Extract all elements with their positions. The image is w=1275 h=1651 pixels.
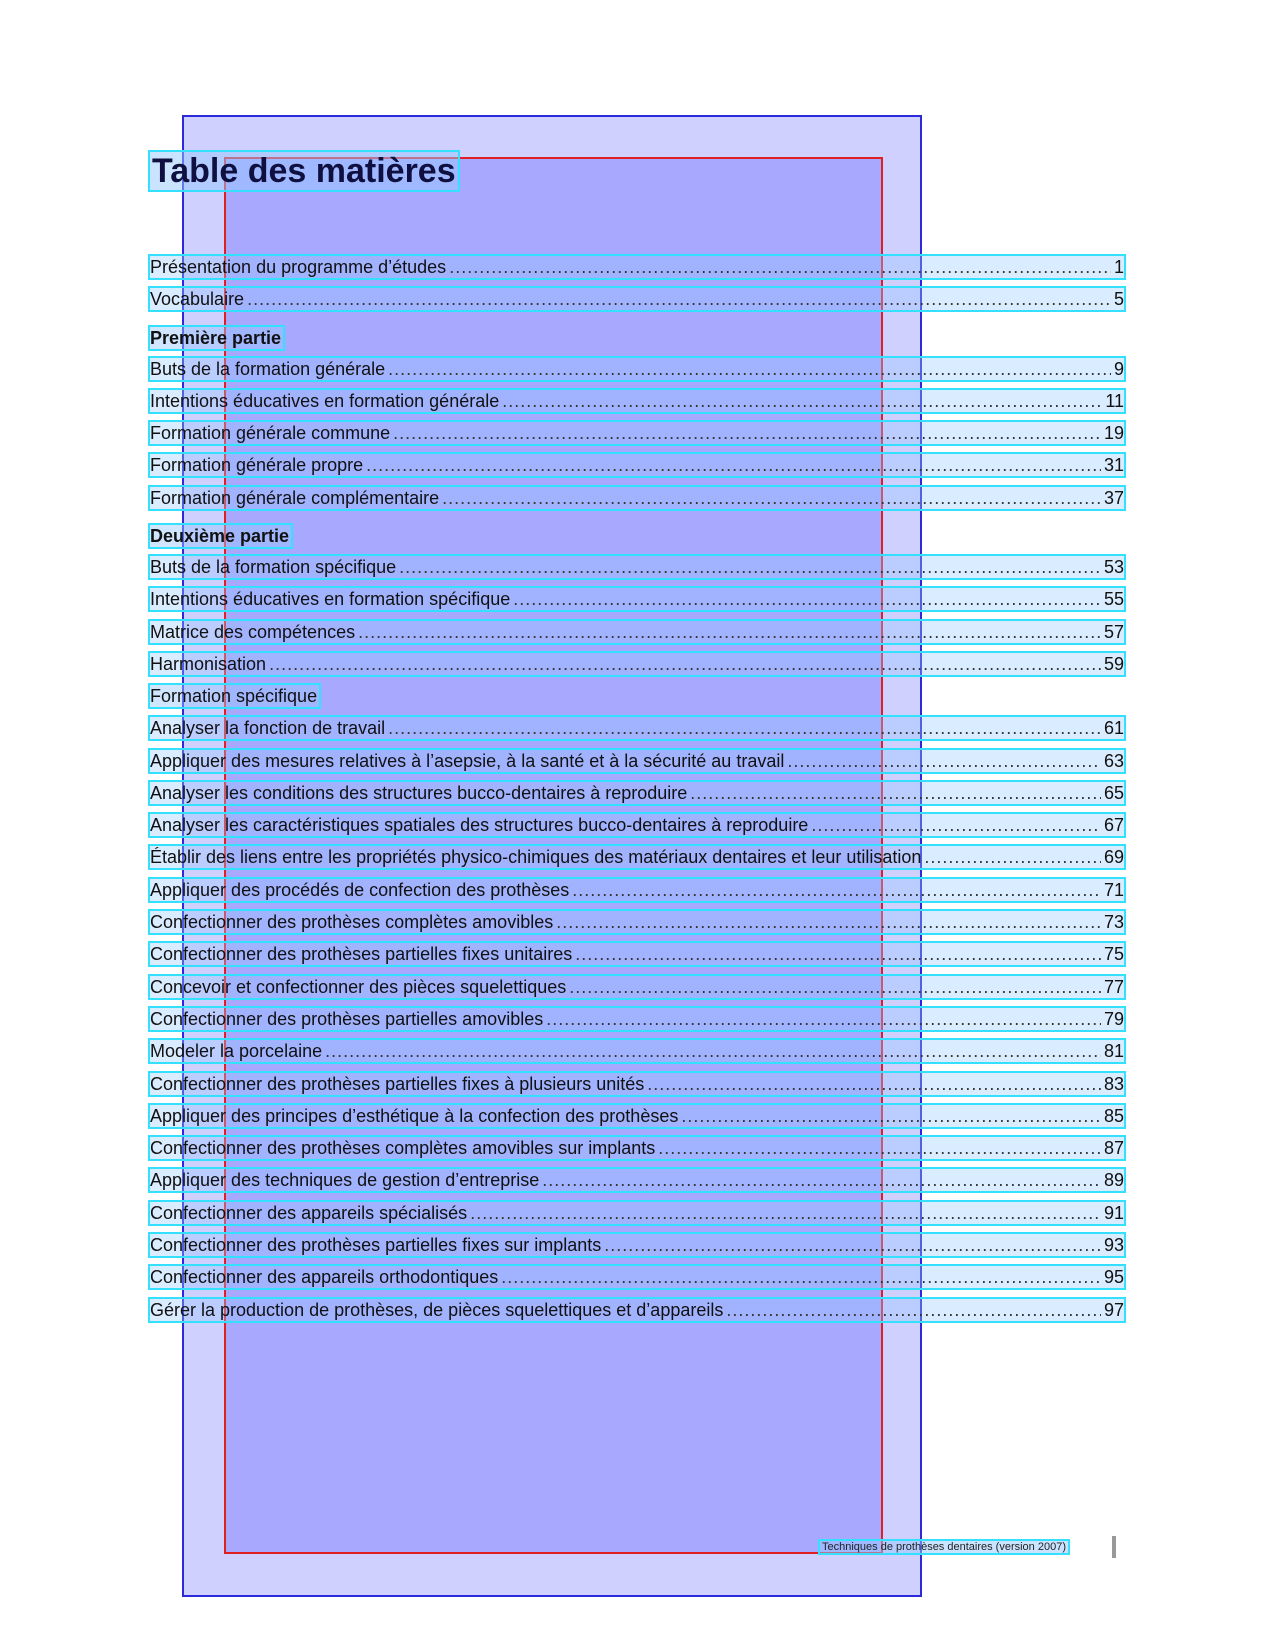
part1-heading: Première partie [150, 327, 282, 348]
toc-entry-page-number: 53 [1103, 557, 1124, 578]
toc-entry[interactable] [150, 879, 1124, 901]
toc-entry[interactable] [150, 1137, 1124, 1159]
toc-entry-page-number: 61 [1103, 718, 1124, 739]
toc-entry-page-number: 75 [1103, 944, 1124, 965]
toc-entry[interactable] [150, 846, 1124, 868]
toc-entry-page-number: 93 [1103, 1235, 1124, 1256]
toc-entry[interactable] [150, 1008, 1124, 1030]
toc-entry-label: Établir des liens entre les propriétés physico-chimiques des matériaux dentaires et leur utilisation [150, 847, 922, 868]
toc-entry-page-number: 89 [1103, 1170, 1124, 1191]
toc-dot-leader [388, 717, 1101, 739]
toc-entry-label: Confectionner des appareils orthodontiques [150, 1267, 499, 1288]
toc-entry[interactable] [150, 911, 1124, 933]
toc-entry[interactable] [150, 390, 1124, 412]
toc-entry-label: Présentation du programme d’études [150, 257, 447, 277]
toc-entry-label: Vocabulaire [150, 289, 245, 310]
toc-dot-leader [393, 422, 1101, 444]
toc-entry-page-number: 59 [1103, 653, 1124, 674]
toc-entry-page-number: 69 [1103, 847, 1124, 868]
toc-dot-leader [247, 288, 1111, 310]
table-of-contents [150, 256, 1124, 1331]
toc-entry[interactable] [150, 1299, 1124, 1321]
toc-entry[interactable] [150, 358, 1124, 380]
toc-entry-label: Confectionner des prothèses complètes amovibles [150, 912, 554, 933]
toc-entry-page-number: 55 [1103, 589, 1124, 610]
toc-entry-label: Confectionner des prothèses partielles fixes unitaires [150, 944, 573, 965]
toc-dot-leader [569, 976, 1101, 998]
toc-dot-leader [572, 879, 1101, 901]
toc-entry-label: Appliquer des mesures relatives à l’asepsie, à la santé et à la sécurité au travail [150, 750, 785, 771]
toc-entry[interactable] [150, 653, 1124, 675]
toc-entry-page-number: 97 [1103, 1299, 1124, 1320]
toc-dot-leader [513, 588, 1101, 610]
footer-divider-bar [1112, 1536, 1116, 1558]
toc-entry-label: Analyser les conditions des structures bucco-dentaires à reproduire [150, 782, 688, 803]
toc-entry-page-number: 5 [1113, 289, 1124, 310]
toc-entry-label: Buts de la formation générale [150, 358, 386, 379]
toc-entry-page-number: 11 [1105, 390, 1124, 411]
toc-entry-label: Harmonisation [150, 653, 267, 674]
toc-entry[interactable] [150, 256, 1124, 278]
toc-dot-leader [449, 256, 1111, 278]
toc-entry-label: Confectionner des appareils spécialisés [150, 1202, 468, 1223]
toc-dot-leader [924, 846, 1101, 868]
part2-heading: Deuxième partie [150, 526, 290, 547]
toc-entry[interactable] [150, 1202, 1124, 1224]
toc-entry-page-number: 85 [1103, 1105, 1124, 1126]
toc-entry-label: Formation générale propre [150, 455, 364, 476]
toc-dot-leader [726, 1299, 1101, 1321]
toc-dot-leader [542, 1169, 1101, 1191]
toc-entry-label: Confectionner des prothèses partielles amovibles [150, 1008, 544, 1029]
toc-dot-leader [647, 1073, 1101, 1095]
toc-entry-page-number: 37 [1103, 487, 1124, 508]
toc-entry-label: Modeler la porcelaine [150, 1041, 323, 1062]
toc-entry-page-number: 83 [1103, 1073, 1124, 1094]
toc-entry-page-number: 31 [1103, 455, 1124, 476]
toc-entry[interactable] [150, 1105, 1124, 1127]
toc-entry[interactable] [150, 556, 1124, 578]
page-footer: Techniques de prothèses dentaires (version 2007) [822, 1541, 1066, 1553]
toc-entry-page-number: 19 [1103, 423, 1124, 444]
toc-dot-leader [681, 1105, 1101, 1127]
toc-dot-leader [388, 358, 1111, 380]
toc-entry-label: Intentions éducatives en formation générale [150, 390, 500, 411]
toc-dot-leader [546, 1008, 1101, 1030]
toc-entry-label: Concevoir et confectionner des pièces squelettiques [150, 976, 567, 997]
toc-entry-page-number: 79 [1103, 1008, 1124, 1029]
toc-entry[interactable] [150, 621, 1124, 643]
toc-entry-page-number: 65 [1103, 782, 1124, 803]
toc-entry-label: Appliquer des principes d’esthétique à la confection des prothèses [150, 1105, 679, 1126]
toc-entry-label: Analyser les caractéristiques spatiales des structures bucco-dentaires à reproduire [150, 815, 809, 836]
toc-part2-list [150, 556, 1124, 675]
toc-entry-label: Gérer la production de prothèses, de pièces squelettiques et d’appareils [150, 1299, 724, 1320]
toc-entry-label: Appliquer des procédés de confection des prothèses [150, 879, 570, 900]
toc-dot-leader [501, 1266, 1101, 1288]
toc-entry[interactable] [150, 943, 1124, 965]
toc-dot-leader [442, 487, 1101, 509]
toc-entry-page-number: 57 [1103, 621, 1124, 642]
toc-entry[interactable] [150, 1266, 1124, 1288]
toc-dot-leader [604, 1234, 1101, 1256]
toc-entry[interactable] [150, 782, 1124, 804]
toc-dot-leader [787, 750, 1101, 772]
toc-intro-list [150, 256, 1124, 310]
toc-entry-label: Confectionner des prothèses complètes amovibles sur implants [150, 1138, 656, 1159]
toc-entry-label: Formation générale complémentaire [150, 487, 440, 508]
toc-entry-label: Formation générale commune [150, 423, 391, 444]
toc-dot-leader [502, 390, 1102, 412]
toc-entry-page-number: 71 [1103, 879, 1124, 900]
toc-dot-leader [811, 814, 1101, 836]
toc-entry[interactable] [150, 1169, 1124, 1191]
toc-entry-label: Matrice des compétences [150, 621, 356, 642]
toc-dot-leader [325, 1040, 1101, 1062]
toc-dot-leader [690, 782, 1101, 804]
toc-dot-leader [658, 1137, 1101, 1159]
toc-entry-page-number: 1 [1113, 257, 1124, 277]
toc-competencies-list [150, 717, 1124, 1320]
toc-entry-page-number: 91 [1103, 1202, 1124, 1223]
toc-entry-label: Analyser la fonction de travail [150, 718, 386, 739]
toc-entry[interactable] [150, 422, 1124, 444]
toc-entry-page-number: 73 [1103, 912, 1124, 933]
toc-dot-leader [575, 943, 1101, 965]
toc-entry-label: Intentions éducatives en formation spécifique [150, 589, 511, 610]
toc-entry[interactable] [150, 487, 1124, 509]
toc-entry-label: Appliquer des techniques de gestion d’entreprise [150, 1170, 540, 1191]
toc-entry[interactable] [150, 976, 1124, 998]
toc-entry-page-number: 67 [1103, 815, 1124, 836]
specific-training-subheading: Formation spécifique [150, 686, 318, 707]
toc-entry-label: Confectionner des prothèses partielles fixes sur implants [150, 1235, 602, 1256]
toc-entry-page-number: 9 [1113, 358, 1124, 379]
toc-entry[interactable] [150, 288, 1124, 310]
toc-entry[interactable] [150, 1234, 1124, 1256]
toc-dot-leader [366, 454, 1101, 476]
toc-entry[interactable] [150, 454, 1124, 476]
toc-dot-leader [269, 653, 1101, 675]
toc-part1-list [150, 358, 1124, 509]
toc-entry-page-number: 63 [1103, 750, 1124, 771]
toc-entry[interactable] [150, 1040, 1124, 1062]
toc-dot-leader [399, 556, 1101, 578]
toc-entry[interactable] [150, 717, 1124, 739]
toc-dot-leader [470, 1202, 1101, 1224]
toc-entry-label: Confectionner des prothèses partielles fixes à plusieurs unités [150, 1073, 645, 1094]
page-title: Table des matières [152, 152, 456, 190]
toc-entry[interactable] [150, 588, 1124, 610]
toc-entry-page-number: 77 [1103, 976, 1124, 997]
toc-entry[interactable] [150, 814, 1124, 836]
toc-entry-label: Buts de la formation spécifique [150, 557, 397, 578]
toc-dot-leader [358, 621, 1101, 643]
toc-entry-page-number: 95 [1103, 1267, 1124, 1288]
toc-dot-leader [556, 911, 1101, 933]
toc-entry[interactable] [150, 750, 1124, 772]
toc-entry[interactable] [150, 1073, 1124, 1095]
toc-entry-page-number: 81 [1103, 1041, 1124, 1062]
toc-entry-page-number: 87 [1103, 1138, 1124, 1159]
